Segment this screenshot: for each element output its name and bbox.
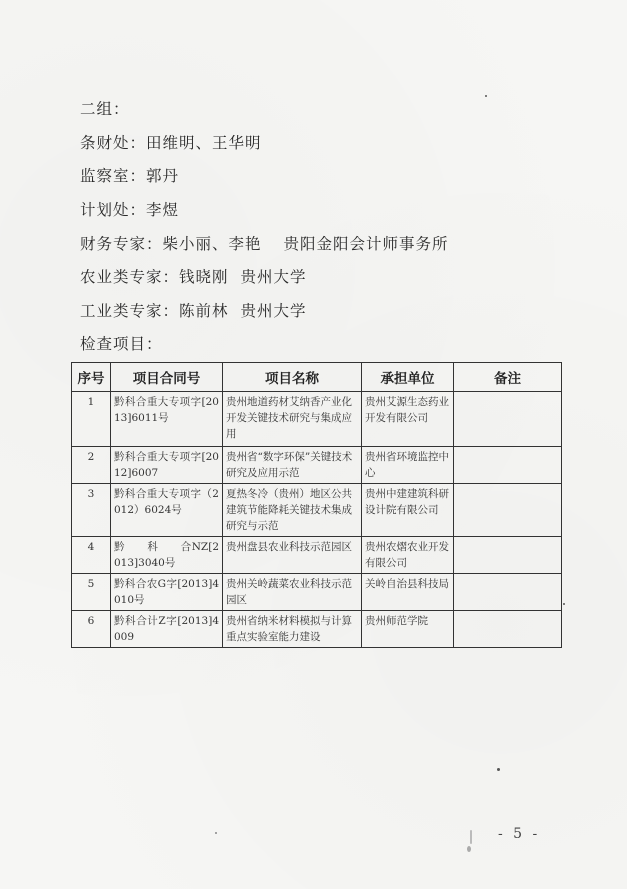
row-project-name: 贵州地道药材艾纳香产业化开发关键技术研究与集成应用 bbox=[223, 392, 362, 447]
header-remark: 备注 bbox=[454, 363, 562, 392]
caiwu-org: 贵阳金阳会计师事务所 bbox=[283, 235, 449, 253]
row-remark bbox=[454, 611, 562, 648]
table-row bbox=[72, 447, 562, 484]
table-row bbox=[72, 611, 562, 648]
row-index: 5 bbox=[72, 574, 111, 611]
row-unit: 贵州师范学院 bbox=[362, 611, 454, 648]
projects-table bbox=[71, 362, 562, 648]
scan-mark bbox=[497, 768, 500, 771]
row-project-name: 贵州关岭蔬菜农业科技示范园区 bbox=[223, 574, 362, 611]
row-contract-no: 黔科合计Z字[2013]4009 bbox=[111, 611, 223, 648]
header-project-name: 项目名称 bbox=[223, 363, 362, 392]
row-index: 4 bbox=[72, 537, 111, 574]
gongye-org: 贵州大学 bbox=[240, 302, 307, 320]
row-project-name: 贵州省“数字环保”关键技术研究及应用示范 bbox=[223, 447, 362, 484]
row-unit: 贵州中建建筑科研设计院有限公司 bbox=[362, 484, 454, 537]
row-index: 1 bbox=[72, 392, 111, 447]
nongye-experts: 农业类专家：钱晓刚 bbox=[80, 268, 229, 286]
header-contract-no: 项目合同号 bbox=[111, 363, 223, 392]
scan-mark bbox=[470, 830, 472, 844]
tiaocai-line: 条财处：田维明、王华明 bbox=[80, 134, 262, 152]
jiancha-line: 监察室：郭丹 bbox=[80, 167, 180, 185]
row-contract-no: 黔科合重大专项字[2012]6007 bbox=[111, 447, 223, 484]
row-unit: 贵州农熠农业开发有限公司 bbox=[362, 537, 454, 574]
header-index: 序号 bbox=[72, 363, 111, 392]
caiwu-line bbox=[80, 232, 449, 254]
caiwu-experts: 财务专家：柴小丽、李艳 bbox=[80, 235, 262, 253]
row-project-name: 夏热冬冷（贵州）地区公共建筑节能降耗关键技术集成研究与示范 bbox=[223, 484, 362, 537]
row-index: 3 bbox=[72, 484, 111, 537]
page-number: - 5 - bbox=[498, 826, 541, 842]
row-remark bbox=[454, 447, 562, 484]
jihua-line: 计划处：李煜 bbox=[80, 201, 180, 219]
row-index: 6 bbox=[72, 611, 111, 648]
table-row bbox=[72, 392, 562, 447]
row-contract-no: 黔科合重大专项字[2013]6011号 bbox=[111, 392, 223, 447]
header-unit: 承担单位 bbox=[362, 363, 454, 392]
table-row bbox=[72, 537, 562, 574]
gongye-experts: 工业类专家：陈前林 bbox=[80, 302, 229, 320]
row-remark bbox=[454, 574, 562, 611]
row-unit: 关岭自治县科技局 bbox=[362, 574, 454, 611]
row-remark bbox=[454, 392, 562, 447]
scan-mark bbox=[215, 832, 217, 834]
table-header-row bbox=[72, 363, 562, 392]
row-project-name: 贵州盘县农业科技示范园区 bbox=[223, 537, 362, 574]
row-contract-no: 黔科合重大专项字（2012）6024号 bbox=[111, 484, 223, 537]
scan-mark bbox=[485, 95, 487, 97]
nongye-line bbox=[80, 265, 307, 287]
table-row bbox=[72, 574, 562, 611]
gongye-line bbox=[80, 299, 307, 321]
row-remark bbox=[454, 484, 562, 537]
group-heading: 二组： bbox=[80, 100, 130, 118]
row-index: 2 bbox=[72, 447, 111, 484]
row-unit: 贵州艾源生态药业开发有限公司 bbox=[362, 392, 454, 447]
row-contract-no: 黔科合农G字[2013]4010号 bbox=[111, 574, 223, 611]
scan-mark bbox=[467, 846, 471, 852]
row-remark bbox=[454, 537, 562, 574]
row-contract-no: 黔 科 合NZ[2013]3040号 bbox=[111, 537, 223, 574]
nongye-org: 贵州大学 bbox=[240, 268, 307, 286]
row-project-name: 贵州省纳米材料模拟与计算重点实验室能力建设 bbox=[223, 611, 362, 648]
table-row bbox=[72, 484, 562, 537]
projects-label: 检查项目： bbox=[80, 335, 163, 353]
scan-mark bbox=[563, 603, 565, 605]
row-unit: 贵州省环境监控中心 bbox=[362, 447, 454, 484]
